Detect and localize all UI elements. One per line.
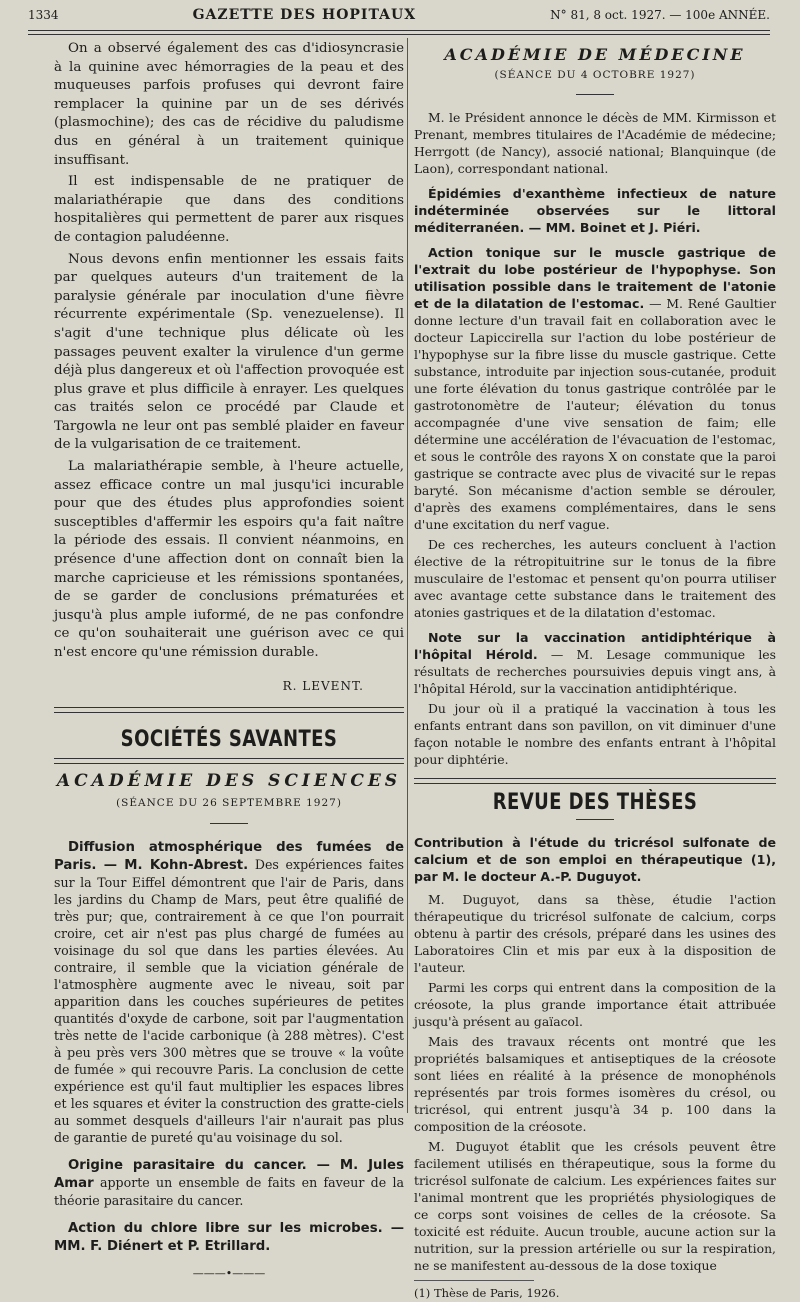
issue-info: N° 81, 8 oct. 1927. — 100e ANNÉE. (550, 8, 770, 22)
paragraph: De ces recherches, les auteurs concluent à l'action élective de la rétropituitrine sur le tonus de la fibre musculaire de l'estomac et pensent qu'on pourra utiliser avec avantage cette substance dans le traitement des atonies gastriques et de la dilatation d'estomac. (414, 537, 776, 620)
section-rule (54, 758, 404, 764)
article-heading: Origine parasitaire du cancer. — M. Jules Amar (54, 1157, 404, 1191)
paragraph: La malariathérapie semble, à l'heure actuelle, assez efficace contre un mal jusqu'ici incurable pour que des études plus approfondies soient susceptibles d'affermir les espoirs qu'a fait naître la période des essais. Il convient néanmoins, en présence d'une affection dont on connaît bien la marche capricieuse et les rémissions spontanées, de se garder de conclusions prématurées et jusqu'à plus ample iuformé, de ne pas confondre ce qu'on souhaiterait une guérison avec ce qui n'est encore qu'une rémission durable. (54, 459, 404, 660)
article-text: — M. René Gaultier donne lecture d'un travail fait en collaboration avec le docteur Lapiccirella sur l'action du lobe postérieur de l'hypophyse sur la fibre lisse du muscle gastrique. Cette substance, introduite par injection sous-cutanée, produit une forte élévation du tonus gastrique contrôlée par le gastrotonomètre de l'auteur; élévation du tonus accompagnée d'une vive sensation de faim; elle détermine une accélération de l'évacuation de l'estomac, et sous le contrôle des rayons X on constate que la paroi gastrique se contracte avec plus de vivacité sur le repas baryté. Son mécanisme d'action semble se dérouler, d'après des examens complémentaires, dans le sens d'une excitation du nerf vague. (414, 296, 776, 532)
article-item (414, 185, 776, 236)
academy-title: ACADÉMIE DE MÉDECINE (444, 45, 746, 64)
article-text: — M. Lesage communique les résultats de recherches poursuivies depuis vingt ans, à l'hôpital Hérold, sur la vaccination antidiphtérique. (414, 647, 776, 696)
article-item (54, 1219, 404, 1255)
article-text: Des expériences faites sur la Tour Eiffel démontrent que l'air de Paris, dans les jardins du Champ de Mars, peut être qualifié de très pur; que, contrairement à ce que l'on pourrait croire, cet air n'est pas plus chargé de fumées au voisinage du sol que dans les parties élevées. Au contraire, il semble que la viciation générale de l'atmosphère augmente avec le niveau, soit par apparition dans les couches supérieures de petites quantités d'oxyde de carbone, soit par l'augmentation très nette de l'acide carbonique (à 288 mètres). C'est à peu près vers 300 mètres que se trouve « la voûte de fumée » qui recouvre Paris. La conclusion de cette expérience est qu'il faut multiplier les espaces libres et les squares et éviter la construction des gratte-ciels au sommet desquels d'ailleurs l'air n'aurait pas plus de garantie de pureté qu'au voisinage du sol. (54, 856, 404, 1145)
article-heading: Diffusion atmosphérique des fumées de Paris. — M. Kohn-Abrest. (54, 839, 404, 873)
paragraph: On a observé également des cas d'idiosyncrasie à la quinine avec hémorragies de la peau et des muqueuses parfois profuses qui devront faire remplacer la quinine par un de ses dérivés (plasmochine); des cas de récidive du paludisme dus en général à un traitement quinique insuffisant. (54, 41, 404, 168)
article-heading: Note sur la vaccination antidiphtérique à l'hôpital Hérold. (414, 630, 776, 662)
left-column (54, 40, 404, 1284)
article-heading: Contribution à l'étude du tricrésol sulfonate de calcium et de son emploi en thérapeutique (1), par M. le docteur A.-P. Duguyot. (414, 835, 776, 884)
article-item (54, 838, 404, 1146)
paragraph: M. Duguyot, dans sa thèse, étudie l'action thérapeutique du tricrésol sulfonate de calcium, corps obtenu à partir des crésols, préparé dans les usines des Laboratoires Clin et mis par eux à la disposition de l'auteur. (414, 892, 776, 975)
divider (210, 823, 248, 824)
footnote: (1) Thèse de Paris, 1926. (414, 1280, 534, 1302)
article-heading: Épidémies d'exanthème infectieux de nature indéterminée observées sur le littoral méditerranéen. — MM. Boinet et J. Piéri. (414, 186, 776, 235)
session-date: (SÉANCE DU 26 SEPTEMBRE 1927) (116, 797, 342, 810)
article-text: apporte un ensemble de faits en faveur de la théorie parasitaire du cancer. (54, 1174, 404, 1208)
paragraph: Mais des travaux récents ont montré que les propriétés balsamiques et antiseptiques de la créosote sont liées en réalité à la présence de monophénols représentés par trois formes isomères du crésol, ou tricrésol, qui entrent jusqu'à 34 p. 100 dans la composition de la créosote. (414, 1034, 776, 1134)
article-item (414, 244, 776, 533)
article-heading: Action tonique sur le muscle gastrique de l'extrait du lobe postérieur de l'hypophyse. Son utilisation possible dans le traitement de l'atonie et de la dilatation de l'estomac. (414, 245, 776, 311)
journal-title: GAZETTE DES HOPITAUX (192, 7, 417, 23)
article-heading: Action du chlore libre sur les microbes. — MM. F. Diénert et P. Etrillard. (54, 1220, 404, 1254)
ornament-divider: ———•——— (192, 1266, 266, 1280)
right-column (414, 40, 776, 1302)
section-title: REVUE DES THÈSES (492, 790, 698, 815)
article-item (414, 834, 776, 885)
section-rule (414, 778, 776, 784)
divider (576, 819, 614, 820)
paragraph: Parmi les corps qui entrent dans la composition de la créosote, la plus grande importance était attribuée jusqu'à présent au gaïacol. (414, 980, 776, 1029)
header-rule-2 (28, 34, 770, 35)
author-signature: R. LEVENT. (282, 678, 364, 693)
paragraph: M. Duguyot établit que les crésols peuvent être facilement utilisés en thérapeutique, sous la forme du tricrésol sulfonate de calcium. Les expériences faites sur l'animal montrent que les propriétés physiologiques de ce corps sont voisines de celles de la créosote. Sa toxicité est réduite. Aucun trouble, aucune action sur la nutrition, sur la pression artérielle ou sur la respiration, ne se manifestent au-dessous de la dose toxique (414, 1139, 776, 1273)
page-number: 1334 (28, 8, 59, 22)
session-date: (SÉANCE DU 4 OCTOBRE 1927) (494, 69, 696, 81)
paragraph: Du jour où il a pratiqué la vaccination à tous les enfants entrant dans son pavillon, on vit diminuer d'une façon notable le nombre des enfants entrant à l'hôpital pour diphtérie. (414, 701, 776, 767)
paragraph: M. le Président annonce le décès de MM. Kirmisson et Prenant, membres titulaires de l'Académie de médecine; Herrgott (de Nancy), associé national; Blanquinque (de Laon), correspondant national. (414, 110, 776, 176)
divider (576, 94, 614, 95)
page-header (28, 4, 770, 26)
paragraph: Il est indispensable de ne pratiquer de malariathérapie que dans des conditions hospitalières qui permettent de parer aux risques de contagion paludéenne. (54, 174, 404, 245)
academy-title: ACADÉMIE DES SCIENCES (56, 770, 402, 791)
header-rule (28, 30, 770, 31)
paragraph: Nous devons enfin mentionner les essais faits par quelques auteurs d'un traitement de la paralysie générale par inoculation d'une fièvre récurrente expérimentale (Sp. venezuelense). Il s'agit d'une technique plus délicate où les passages peuvent exalter la virulence d'un germe déjà plus dangereux et où l'affection provoquée est plus grave et plus difficile à enrayer. Les quelques cas traités selon ce procédé par Claude et Targowla ne leur ont pas semblé plaider en faveur de la vulgarisation de ce traitement. (54, 251, 404, 453)
article-item (54, 1156, 404, 1209)
column-divider (407, 38, 408, 1113)
section-title: SOCIÉTÉS SAVANTES (120, 727, 338, 753)
section-rule (54, 707, 404, 713)
article-item (414, 629, 776, 697)
